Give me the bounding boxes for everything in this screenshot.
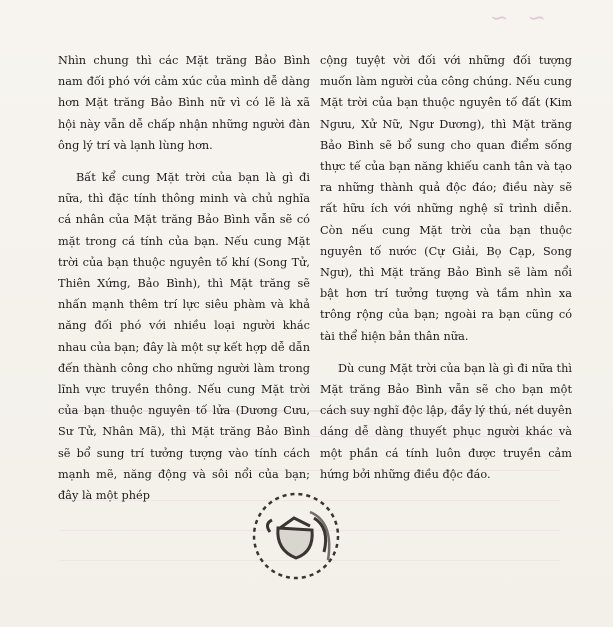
paragraph: Bất kể cung Mặt trời của bạn là gì đi nữa, thì đặc tính thông minh và chủ nghĩa cá nhân của Mặt trăng Bảo Bình vẫn sẽ có mặt trong cá tính của bạn. Nếu cung Mặt trời của bạn thuộc nguyên tố khí (Song Tử, Thiên Xứng, Bảo Bình), thì Mặt trăng sẽ nhấn mạnh thêm trí lực siêu phàm và khả năng đối phó với nhiều loại người khác nhau của bạn; đây là một sự kết hợp dễ dẫn đến thành công cho những người làm trong lĩnh vực truyền thông. Nếu cung Mặt trời của bạn thuộc nguyên tố lửa (Dương Cưu, Sư Tử, Nhân Mã), thì Mặt trăng Bảo Bình sẽ bổ sung trí tưởng tượng vào tính cách mạnh mẽ, năng động và sôi nổi của bạn; đây là một phép (58, 171, 310, 503)
left-column (58, 50, 310, 506)
paragraph: Nhìn chung thì các Mặt trăng Bảo Bình nam đối phó với cảm xúc của mình dễ dàng hơn Mặt trăng Bảo Bình nữ vì có lẽ là xã hội này vẫn dễ chấp nhận những người đàn ông lý trí và lạnh lùng hơn. (58, 54, 310, 152)
aquarius-jar-icon (248, 488, 344, 584)
paragraph: Dù cung Mặt trời của bạn là gì đi nữa thì Mặt trăng Bảo Bình vẫn sẽ cho bạn một cách suy nghĩ độc lập, đầy lý thú, nét duyên dáng dễ dàng thuyết phục người khác và một phần cá tính luôn được truyền cảm hứng bởi những điều độc đáo. (320, 361, 572, 481)
right-column (320, 50, 572, 485)
bleed-through: ∽ ∽ (0, 0, 613, 627)
paragraph: cộng tuyệt vời đối với những đối tượng muốn làm người của công chúng. Nếu cung Mặt trời của bạn thuộc nguyên tố đất (Kim Ngưu, Xử Nữ, Ngư Dương), thì Mặt trăng Bảo Bình sẽ bổ sung cho quan điểm sống thực tế của bạn năng khiếu canh tân và tạo ra những thành quả độc đáo; điều này sẽ rất hữu ích với những nghệ sĩ trình diễn. Còn nếu cung Mặt trời của bạn thuộc nguyên tố nước (Cự Giải, Bọ Cạp, Song Ngư), thì Mặt trăng Bảo Bình sẽ làm nổi bật hơn trí tưởng tượng và tầm nhìn xa trông rộng của bạn; ngoài ra bạn cũng có tài thể hiện bản thân nữa. (320, 54, 572, 343)
